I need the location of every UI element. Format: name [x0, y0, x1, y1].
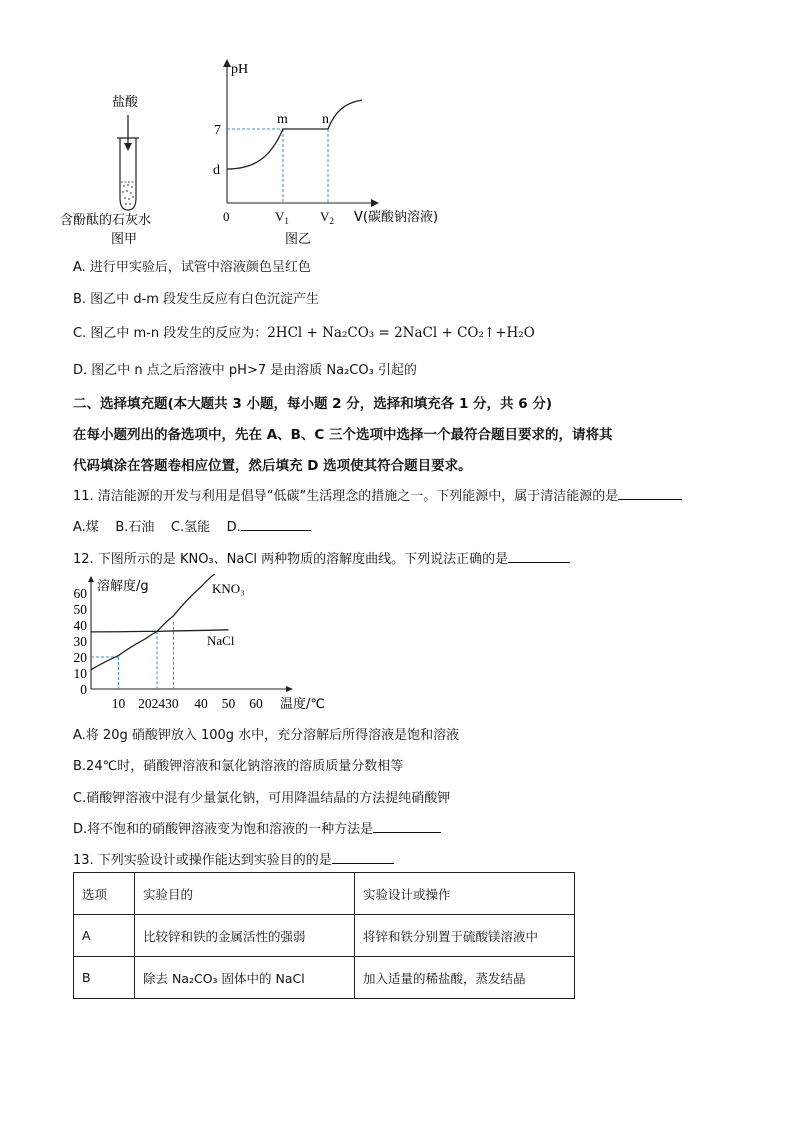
- x-axis-label: 温度/℃: [280, 697, 325, 712]
- point-n: n: [322, 112, 329, 127]
- section2-instruction-2: 代码填涂在答题卷相应位置，然后填充 D 选项使其符合题目要求。: [73, 458, 472, 474]
- tick-v2: $V_2$: [320, 209, 334, 226]
- table-row: [74, 915, 575, 957]
- origin: 0: [223, 209, 230, 224]
- figure-jia: [60, 88, 195, 253]
- tick-d: d: [213, 163, 220, 178]
- x-tick-label: 60: [249, 696, 263, 711]
- q11-stem-text: 11. 清洁能源的开发与利用是倡导“低碳”生活理念的措施之一。下列能源中，属于清洁能源的是: [73, 489, 619, 504]
- y-tick-label: 20: [73, 650, 87, 665]
- y-tick-label: 10: [73, 666, 87, 681]
- q12-stem-text: 12. 下图所示的是 KNO₃、NaCl 两种物质的溶解度曲线。下列说法正确的是: [73, 552, 509, 567]
- nacl-curve: [91, 630, 229, 632]
- x-tick-label: 202430: [138, 696, 179, 711]
- y-tick-label: 30: [73, 634, 87, 649]
- x-tick-label: 40: [194, 696, 208, 711]
- table-cell: 将锌和铁分别置于硫酸镁溶液中: [355, 915, 575, 957]
- table-cell: B: [74, 957, 135, 999]
- q11-answer-blank[interactable]: [618, 487, 682, 500]
- section2-instruction-1: 在每小题列出的备选项中，先在 A、B、C 三个选项中选择一个最符合题目要求的，请将其: [73, 427, 613, 443]
- section2-heading: 二、选择填充题(本大题共 3 小题，每小题 2 分，选择和填充各 1 分，共 6 分): [73, 396, 553, 412]
- q12-option-d: [73, 818, 441, 837]
- y-tick-label: 40: [73, 618, 87, 633]
- q13-stem-text: 13. 下列实验设计或操作能达到实验目的的是: [73, 853, 332, 868]
- liquid: [122, 184, 134, 205]
- tube-label: 含酚酞的石灰水: [60, 213, 152, 228]
- q13-answer-blank[interactable]: [332, 851, 394, 864]
- table-header: 选项: [74, 873, 135, 915]
- y-axis-arrow: [88, 576, 94, 582]
- y-tick-label: 0: [80, 682, 87, 697]
- q11-d-blank[interactable]: [241, 518, 311, 531]
- q12-d-blank[interactable]: [373, 820, 441, 833]
- y-tick-label: 50: [73, 602, 87, 617]
- tick-v1: $V_1$: [275, 209, 289, 226]
- q10-option-c: [73, 322, 535, 341]
- y-axis-label: 溶解度/g: [97, 579, 149, 594]
- x-axis-arrow: [286, 686, 293, 692]
- series-label-nacl: NaCl: [207, 633, 235, 648]
- q11-options: [73, 516, 311, 535]
- q10-option-a: A. 进行甲实验后，试管中溶液颜色呈红色: [73, 260, 311, 275]
- table-cell: 比较锌和铁的金属活性的强弱: [135, 915, 355, 957]
- tick-7: 7: [214, 123, 221, 138]
- x-tick-label: 10: [111, 696, 126, 711]
- q10-equation: 2HCl + Na₂CO₃ = 2NaCl + CO₂↑+H₂O: [267, 325, 535, 341]
- q12-option-d-text: D.将不饱和的硝酸钾溶液变为饱和溶液的一种方法是: [73, 822, 374, 837]
- table-header: 实验目的: [135, 873, 355, 915]
- table-header: 实验设计或操作: [355, 873, 575, 915]
- q11-options-text: A.煤 B.石油 C.氢能 D.: [73, 520, 241, 535]
- figure-yi: [205, 55, 465, 255]
- q12-option-b: B.24℃时，硝酸钾溶液和氯化钠溶液的溶质质量分数相等: [73, 759, 404, 774]
- q10-option-d: D. 图乙中 n 点之后溶液中 pH>7 是由溶质 Na₂CO₃ 引起的: [73, 363, 417, 378]
- drop-arrow: [124, 143, 132, 151]
- q12-option-c: C.硝酸钾溶液中混有少量氯化钠，可用降温结晶的方法提纯硝酸钾: [73, 791, 451, 806]
- q10-option-b: B. 图乙中 d-m 段发生反应有白色沉淀产生: [73, 292, 320, 307]
- point-m: m: [277, 112, 288, 127]
- y-tick-label: 60: [73, 586, 87, 601]
- q13-table: [73, 872, 575, 999]
- q10-option-c-prefix: C. 图乙中 m-n 段发生的反应为：: [73, 326, 268, 341]
- y-axis-label: pH: [231, 62, 249, 77]
- q12-option-a: A.将 20g 硝酸钾放入 100g 水中，充分溶解后所得溶液是饱和溶液: [73, 728, 460, 743]
- q12-stem: [73, 548, 570, 567]
- table-header-row: [74, 873, 575, 915]
- series-label-kno3: KNO₃: [212, 581, 245, 596]
- solubility-chart: [68, 574, 328, 714]
- q13-stem: [73, 849, 394, 868]
- x-tick-label: 50: [221, 696, 236, 711]
- caption-yi: 图乙: [285, 232, 312, 247]
- table-cell: 除去 Na₂CO₃ 固体中的 NaCl: [135, 957, 355, 999]
- reagent-label: 盐酸: [112, 95, 139, 110]
- q11-stem: [73, 485, 682, 504]
- ph-curve: [227, 100, 362, 169]
- x-axis-label: V(碳酸钠溶液): [354, 210, 439, 225]
- table-cell: 加入适量的稀盐酸，蒸发结晶: [355, 957, 575, 999]
- q12-answer-blank[interactable]: [508, 550, 570, 563]
- caption-jia: 图甲: [111, 232, 138, 247]
- table-cell: A: [74, 915, 135, 957]
- table-row: [74, 957, 575, 999]
